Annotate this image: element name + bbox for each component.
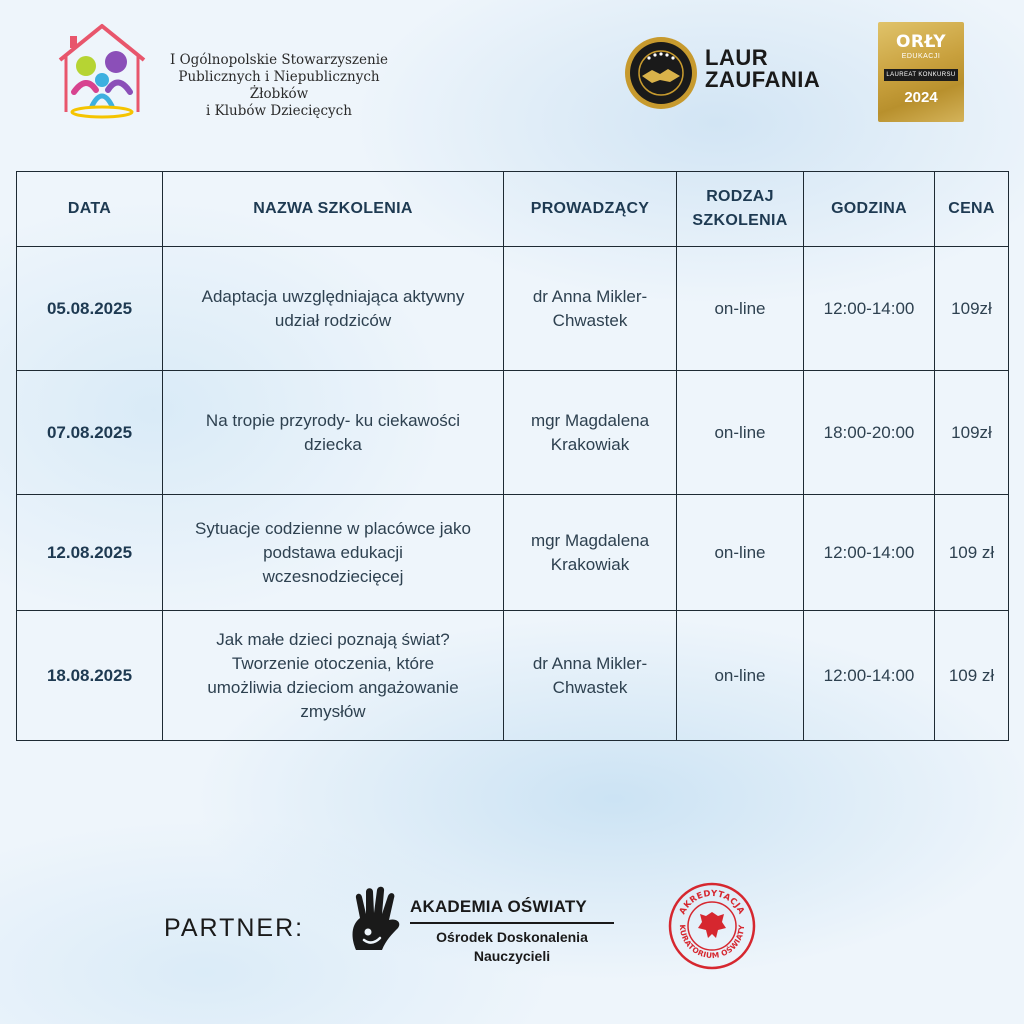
header-training-type — [677, 172, 804, 247]
cell-time: 18:00-20:00 — [804, 371, 935, 495]
trainer-line: mgr Magdalena — [530, 410, 650, 430]
trainer-line: Krakowiak — [550, 434, 630, 454]
cell-trainer — [504, 495, 677, 611]
table-row — [17, 611, 1009, 741]
academy-divider — [410, 922, 614, 924]
training-name-line: Sytuacje codzienne w placówce jako — [195, 518, 471, 538]
laur-line: LAUR — [705, 45, 769, 70]
trainer-line: dr Anna Mikler- — [532, 653, 648, 673]
header-price: CENA — [935, 172, 1009, 247]
table-row — [17, 247, 1009, 371]
cell-date: 18.08.2025 — [17, 611, 163, 741]
header-time: GODZINA — [804, 172, 935, 247]
training-name-line: podstawa edukacji — [263, 542, 403, 562]
organization-name-line: Publicznych i Niepublicznych Żłobków — [178, 69, 380, 102]
cell-training-type: on-line — [677, 371, 804, 495]
header-training-type-line: RODZAJ — [706, 188, 774, 205]
cell-training-name — [163, 247, 504, 371]
training-name-line: dziecka — [304, 434, 362, 454]
cell-training-type: on-line — [677, 611, 804, 741]
cell-price: 109 zł — [935, 495, 1009, 611]
organization-name — [148, 52, 410, 120]
cell-date: 05.08.2025 — [17, 247, 163, 371]
header-training-type-line: SZKOLENIA — [692, 212, 788, 229]
table-row — [17, 495, 1009, 611]
organization-logo — [52, 20, 152, 120]
organization-name-line: I Ogólnopolskie Stowarzyszenie — [169, 52, 389, 68]
cell-training-name — [163, 611, 504, 741]
header-trainer: PROWADZĄCY — [504, 172, 677, 247]
orly-year: 2024 — [904, 89, 938, 106]
cell-date: 12.08.2025 — [17, 495, 163, 611]
cell-date: 07.08.2025 — [17, 371, 163, 495]
cell-training-name — [163, 371, 504, 495]
cell-trainer — [504, 371, 677, 495]
cell-training-name — [163, 495, 504, 611]
training-name-line: Jak małe dzieci poznają świat? — [216, 629, 450, 649]
cell-trainer — [504, 247, 677, 371]
orly-title: ORŁY — [895, 32, 947, 52]
academy-subtitle: Ośrodek Doskonalenia — [436, 929, 588, 945]
cell-time: 12:00-14:00 — [804, 611, 935, 741]
training-name-line: Tworzenie otoczenia, które — [231, 653, 435, 673]
trainer-line: dr Anna Mikler- — [532, 286, 648, 306]
training-name-line: udział rodziców — [274, 310, 392, 330]
header-date: DATA — [17, 172, 163, 247]
orly-edukacji-badge — [878, 22, 964, 122]
stamp-bottom-text: KURATORIUM OŚWIATY — [677, 924, 747, 961]
partner-label: PARTNER: — [164, 914, 305, 942]
trainings-table — [16, 171, 1009, 741]
academy-title: AKADEMIA OŚWIATY — [410, 897, 587, 916]
table-row — [17, 371, 1009, 495]
cell-trainer — [504, 611, 677, 741]
laur-zaufania-badge-icon — [624, 36, 698, 110]
trainer-line: Chwastek — [552, 310, 628, 330]
training-name-line: zmysłów — [300, 701, 366, 721]
trainer-line: Krakowiak — [550, 554, 630, 574]
academy-subtitle: Nauczycieli — [473, 948, 551, 964]
cell-training-type: on-line — [677, 495, 804, 611]
orly-subtitle: EDUKACJI — [901, 53, 941, 60]
laur-line: ZAUFANIA — [705, 67, 821, 92]
laur-zaufania-logo-text — [705, 47, 820, 91]
trainer-line: mgr Magdalena — [530, 530, 650, 550]
header-training-name: NAZWA SZKOLENIA — [163, 172, 504, 247]
training-name-line: umożliwia dzieciom angażowanie — [207, 677, 459, 697]
cell-time: 12:00-14:00 — [804, 495, 935, 611]
cell-price: 109 zł — [935, 611, 1009, 741]
training-name-line: Adaptacja uwzględniająca aktywny — [201, 286, 465, 306]
stamp-top-text: AKREDYTACJA — [677, 888, 747, 917]
training-name-line: Na tropie przyrody- ku ciekawości — [205, 410, 461, 430]
trainer-line: Chwastek — [552, 677, 628, 697]
organization-name-line: i Klubów Dziecięcych — [206, 103, 352, 119]
table-header-row — [17, 172, 1009, 247]
cell-training-type: on-line — [677, 247, 804, 371]
hand-print-icon — [346, 886, 404, 952]
training-name-line: wczesnodziecięcej — [262, 566, 404, 586]
accreditation-stamp-icon — [668, 882, 756, 970]
orly-band: LAUREAT KONKURSU — [884, 69, 958, 81]
cell-price: 109zł — [935, 247, 1009, 371]
cell-price: 109zł — [935, 371, 1009, 495]
cell-time: 12:00-14:00 — [804, 247, 935, 371]
